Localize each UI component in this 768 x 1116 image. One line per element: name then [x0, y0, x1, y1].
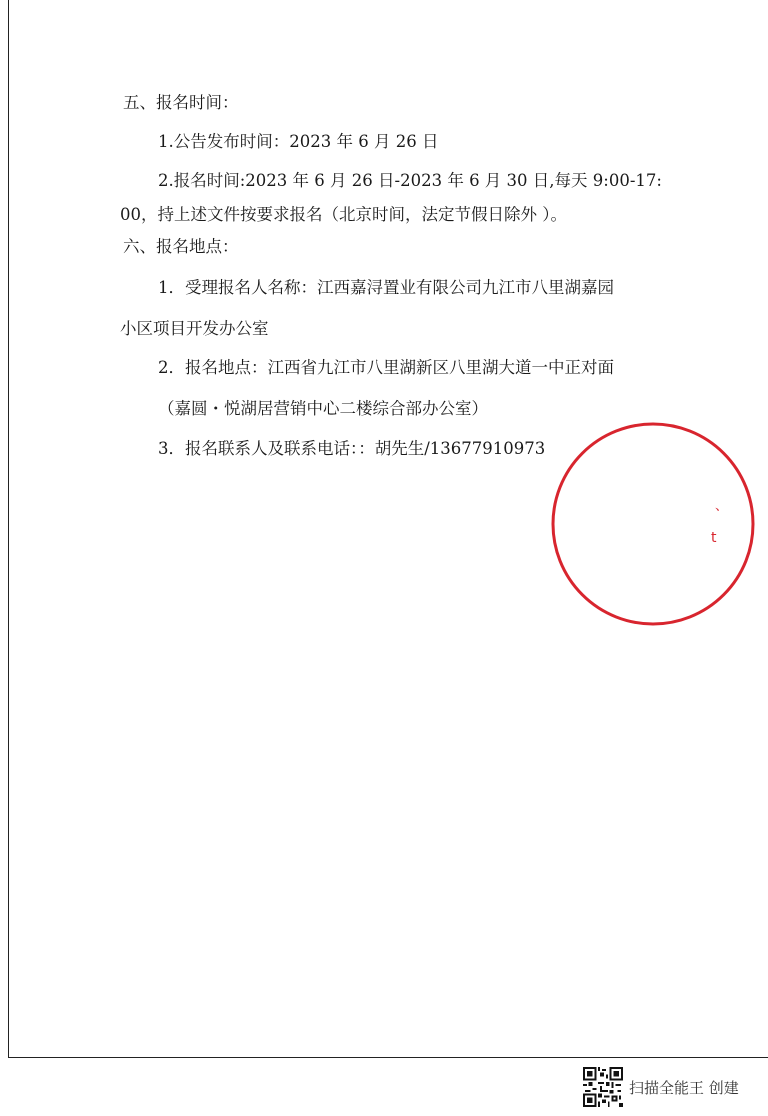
s6-item3: 3．报名联系人及联系电话：：胡先生/13677910973 [158, 439, 546, 458]
s5-item2-line2: 00，持上述文件按要求报名（北京时间，法定节假日除外 ）。 [120, 205, 567, 224]
qr-code-icon [583, 1067, 623, 1107]
svg-text:、: 、 [715, 499, 729, 514]
section6-heading: 六、报名地点： [123, 237, 239, 256]
footer-watermark [583, 1067, 739, 1107]
s5-item2-line1: 2.报名时间:2023 年 6 月 26 日-2023 年 6 月 30 日,每天 9:00-17: [158, 171, 662, 190]
page-border [8, 0, 768, 1058]
s6-item2-line1: 2．报名地点：江西省九江市八里湖新区八里湖大道一中正对面 [158, 358, 614, 377]
section5-heading: 五、报名时间： [123, 93, 239, 112]
s6-item2-line2: （嘉圆・悦湖居营销中心二楼综合部办公室） [158, 399, 488, 418]
s6-item1-line2: 小区项目开发办公室 [120, 319, 269, 338]
red-seal-stamp [713, 468, 763, 580]
svg-text:t: t [711, 530, 717, 546]
footer-creator-text: 扫描全能王 创建 [629, 1078, 739, 1097]
s6-item1-line1: 1．受理报名人名称：江西嘉浔置业有限公司九江市八里湖嘉园 [158, 278, 614, 297]
s5-item1: 1.公告发布时间：2023 年 6 月 26 日 [158, 132, 439, 151]
